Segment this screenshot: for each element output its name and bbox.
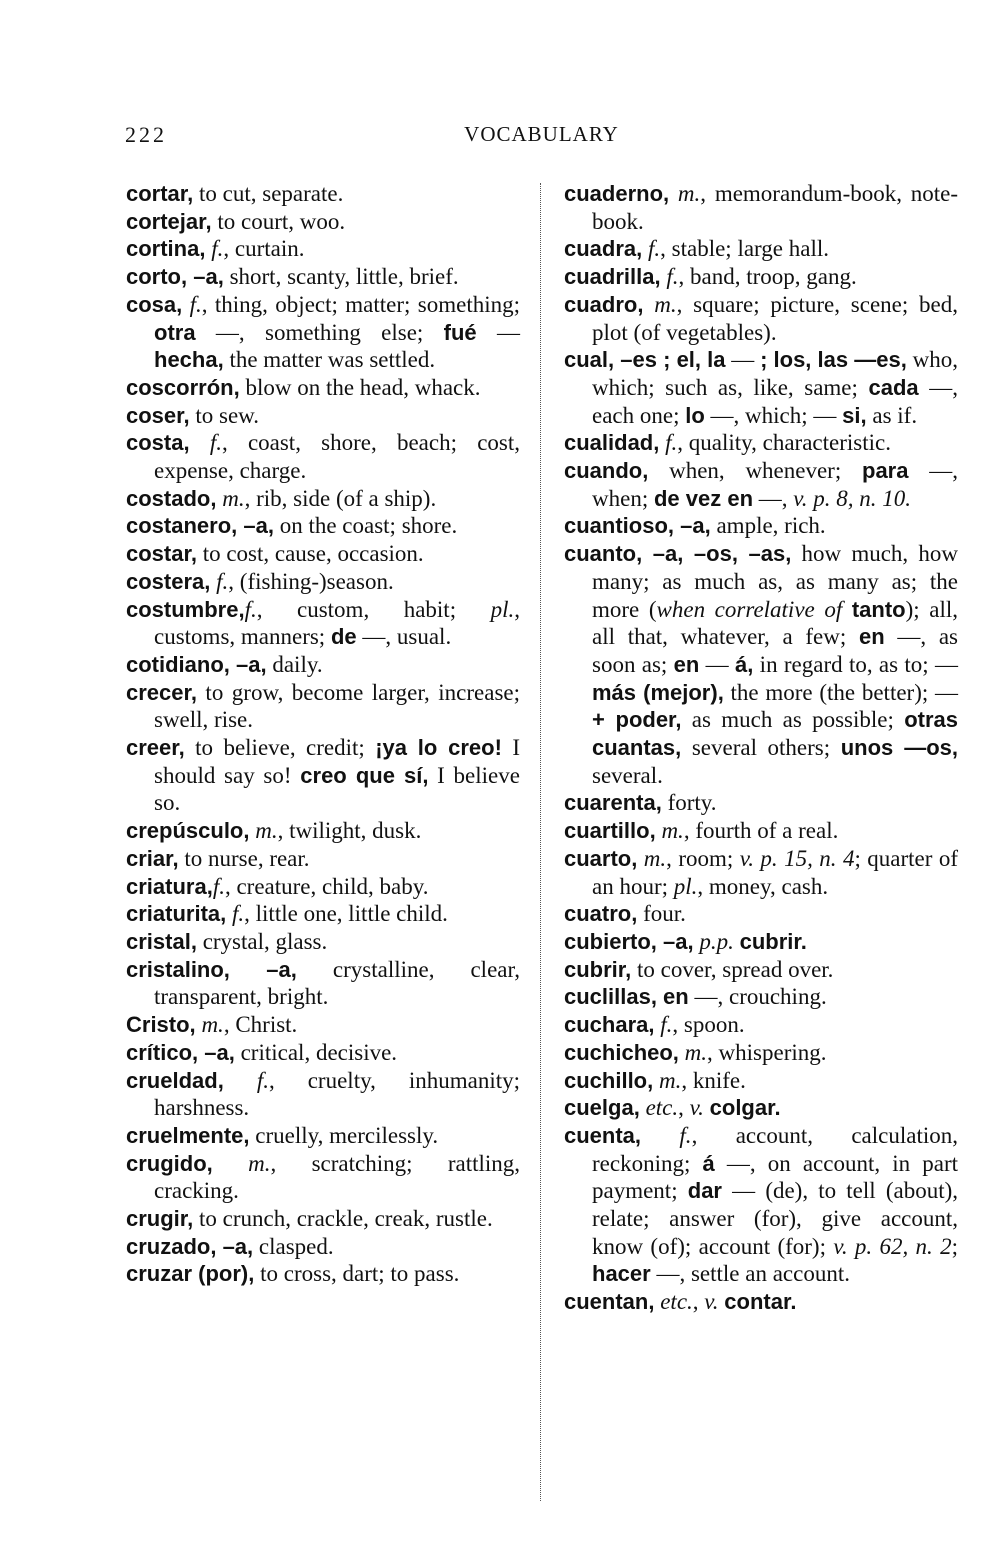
dictionary-entry: cuadra, f., stable; large hall.	[564, 236, 829, 262]
dictionary-entry: criar, to nurse, rear.	[126, 845, 310, 871]
dictionary-entry: coscorrón, blow on the head, whack.	[126, 374, 481, 400]
dictionary-entry: cuanto, –a, –os, –as, how much, how many; as much as, as many as; the more (when correlative of tanto); all, all that, whatever, a few; en —, as soon as; en — á, in regard to, as to; — más (mejor), the more (the better); — + poder, as much as possible; otras cuantas, several others; unos —os, several.	[564, 541, 959, 788]
dictionary-entry: costado, m., rib, side (of a ship).	[126, 485, 437, 511]
dictionary-entry: costera, f., (fishing-)season.	[126, 568, 394, 594]
dictionary-entry: cuaderno, m., memorandum-book, note-book.	[564, 181, 959, 234]
dictionary-entry: cristalino, –a, crystalline, clear, transparent, bright.	[126, 956, 520, 1010]
dictionary-entry: Cristo, m., Christ.	[126, 1012, 298, 1038]
dictionary-entry: crítico, –a, critical, decisive.	[126, 1039, 398, 1065]
dictionary-entry: cruzar (por), to cross, dart; to pass.	[126, 1261, 460, 1287]
dictionary-entry: cuclillas, en —, crouching.	[564, 984, 827, 1010]
dictionary-entry: cuchara, f., spoon.	[564, 1012, 745, 1038]
dictionary-entry: cuadrilla, f., band, troop, gang.	[564, 264, 857, 290]
dictionary-entry: creer, to believe, credit; ¡ya lo creo! I should say so! creo que sí, I believe so.	[126, 735, 520, 816]
dictionary-entry: crugir, to crunch, crackle, creak, rustle.	[126, 1206, 493, 1232]
column-divider	[540, 183, 541, 1501]
dictionary-entry: cuarto, m., room; v. p. 15, n. 4; quarter of an hour; pl., money, cash.	[564, 845, 958, 899]
dictionary-entry: cortejar, to court, woo.	[126, 208, 346, 234]
right-column	[564, 180, 958, 1316]
page-number: 222	[125, 122, 167, 147]
left-column	[126, 180, 520, 1288]
dictionary-entry: cuenta, f., account, calculation, reckoning; á —, on account, in part payment; dar — (de), to tell (about), relate; answer (for), give account, know (of); account (for); v. p. 62, n. 2; hacer —, settle an account.	[564, 1122, 958, 1287]
dictionary-entry: costa, f., coast, shore, beach; cost, expense, charge.	[126, 430, 520, 484]
dictionary-entry: criaturita, f., little one, little child.	[126, 901, 448, 927]
dictionary-entry: criatura,f., creature, child, baby.	[126, 873, 429, 899]
dictionary-entry: cortar, to cut, separate.	[126, 181, 344, 206]
dictionary-entry: cuelga, etc., v. colgar.	[564, 1095, 781, 1121]
dictionary-entry: cubierto, –a, p.p. cubrir.	[564, 928, 807, 954]
dictionary-entry: cuadro, m., square; picture, scene; bed, plot (of vegetables).	[564, 291, 959, 345]
dictionary-entry: cualidad, f., quality, characteristic.	[564, 430, 891, 456]
dictionary-entry: costanero, –a, on the coast; shore.	[126, 513, 458, 539]
dictionary-entry: cuchillo, m., knife.	[564, 1067, 746, 1093]
dictionary-entry: cosa, f., thing, object; matter; something; otra —, something else; fué — hecha, the matter was settled.	[126, 291, 520, 373]
dictionary-entry: crepúsculo, m., twilight, dusk.	[126, 818, 422, 844]
dictionary-entry: costar, to cost, cause, occasion.	[126, 541, 424, 567]
dictionary-entry: coser, to sew.	[126, 402, 260, 428]
dictionary-entry: cubrir, to cover, spread over.	[564, 956, 834, 982]
dictionary-entry: cuartillo, m., fourth of a real.	[564, 818, 839, 844]
dictionary-entry: cristal, crystal, glass.	[126, 928, 328, 954]
dictionary-entry: cuatro, four.	[564, 901, 686, 927]
dictionary-entry: cuchicheo, m., whispering.	[564, 1039, 827, 1065]
dictionary-entry: costumbre,f., custom, habit; pl., customs, manners; de —, usual.	[126, 596, 520, 650]
dictionary-entry: cotidiano, –a, daily.	[126, 651, 323, 677]
dictionary-entry: corto, –a, short, scanty, little, brief.	[126, 264, 459, 290]
dictionary-entry: cuarenta, forty.	[564, 790, 717, 816]
page-header	[125, 122, 958, 152]
dictionary-entry: crecer, to grow, become larger, increase; swell, rise.	[126, 679, 520, 733]
dictionary-entry: cuantioso, –a, ample, rich.	[564, 513, 826, 539]
dictionary-entry: crugido, m., scratching; rattling, cracking.	[126, 1150, 521, 1204]
dictionary-entry: cuando, when, whenever; para —, when; de vez en —, v. p. 8, n. 10.	[564, 458, 958, 511]
running-title: VOCABULARY	[464, 122, 619, 146]
dictionary-entry: crueldad, f., cruelty, inhumanity; harshness.	[126, 1067, 521, 1121]
dictionary-entry: cruelmente, cruelly, mercilessly.	[126, 1122, 439, 1148]
dictionary-entry: cuentan, etc., v. contar.	[564, 1289, 797, 1315]
dictionary-entry: cual, –es ; el, la — ; los, las —es, who, which; such as, like, same; cada —, each one; lo —, which; — si, as if.	[564, 347, 958, 428]
dictionary-entry: cortina, f., curtain.	[126, 236, 305, 262]
dictionary-entry: cruzado, –a, clasped.	[126, 1233, 334, 1259]
